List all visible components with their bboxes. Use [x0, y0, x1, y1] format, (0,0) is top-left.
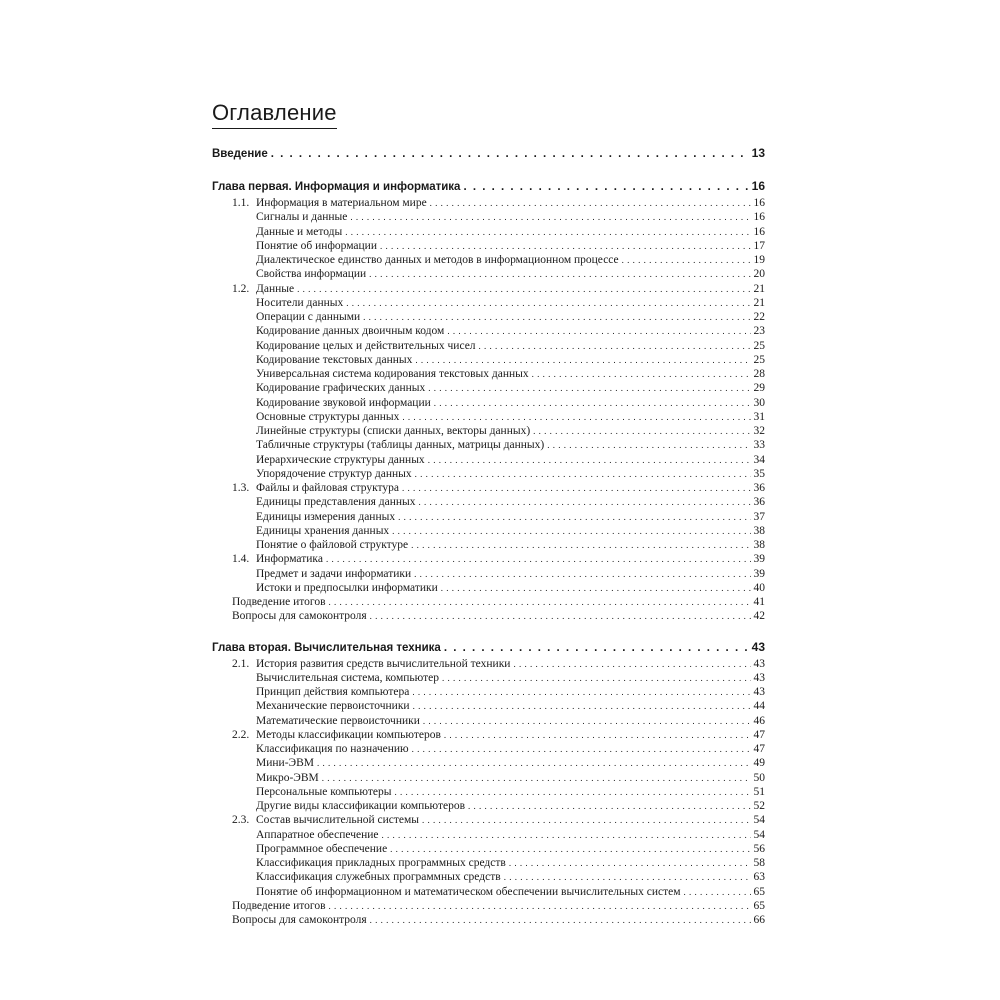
- toc-entry-label: Информация в материальном мире: [256, 197, 427, 209]
- dot-leader: [447, 324, 750, 338]
- toc-summary-entry[interactable]: [212, 609, 765, 623]
- toc-subsection[interactable]: [212, 828, 765, 842]
- toc-subsection[interactable]: [212, 410, 765, 424]
- toc-entry-label: Состав вычислительной системы: [256, 814, 420, 827]
- dot-leader: [468, 799, 750, 813]
- toc-subsection[interactable]: [212, 785, 765, 799]
- toc-page-number: 44: [753, 700, 765, 713]
- toc-subsection[interactable]: [212, 699, 765, 713]
- toc-entry-label: Истоки и предпосылки информатики: [256, 581, 438, 594]
- toc-page-number: 21: [753, 282, 765, 295]
- toc-section[interactable]: [212, 657, 765, 671]
- dot-leader: [463, 179, 748, 195]
- toc-page-number: 16: [751, 179, 765, 193]
- toc-page-number: 21: [753, 296, 765, 309]
- toc-section[interactable]: [212, 552, 765, 566]
- toc-entry-label: Мини-ЭВМ: [256, 757, 315, 770]
- toc-summary-entry[interactable]: [212, 913, 765, 927]
- toc-entry-label: Основные структуры данных: [256, 410, 400, 423]
- toc-page-number: 54: [753, 814, 765, 827]
- section-number: 1.3.: [232, 482, 250, 494]
- toc-subsection[interactable]: [212, 424, 765, 438]
- toc-page-number: 20: [753, 268, 765, 281]
- toc-entry-label: Носители данных: [256, 296, 344, 309]
- toc-entry-label: Классификация по назначению: [256, 743, 409, 755]
- toc-page-number: 25: [753, 339, 765, 352]
- dot-leader: [413, 699, 751, 713]
- toc-section[interactable]: [212, 813, 765, 827]
- toc-page-number: 30: [753, 396, 765, 409]
- section-number: 1.1.: [232, 197, 250, 209]
- chapter-1-entries: [212, 196, 765, 624]
- toc-page-number: 16: [753, 225, 765, 238]
- toc-page-number: 43: [753, 671, 765, 684]
- dot-leader: [390, 842, 750, 856]
- chapter-title: Глава первая. Информация и информатика: [212, 181, 461, 193]
- toc-page-number: 25: [753, 353, 765, 366]
- toc-entry-label: Единицы представления данных: [256, 496, 416, 509]
- toc-entry-label: Кодирование целых и действительных чисел: [256, 339, 476, 352]
- dot-leader: [370, 609, 751, 623]
- toc-subsection[interactable]: [212, 467, 765, 481]
- toc-entry-label: Кодирование графических данных: [256, 382, 426, 395]
- dot-leader: [444, 640, 749, 656]
- toc-entry-label: Единицы измерения данных: [256, 510, 396, 523]
- toc-subsection[interactable]: [212, 799, 765, 813]
- toc-entry-label: Универсальная система кодирования текстовых данных: [256, 368, 529, 380]
- toc-subsection[interactable]: [212, 296, 765, 310]
- toc-entry-label: Кодирование данных двоичным кодом: [256, 325, 445, 338]
- toc-subsection[interactable]: [212, 353, 765, 367]
- toc-page-number: 33: [753, 439, 765, 452]
- toc-page-number: 31: [753, 410, 765, 423]
- dot-leader: [317, 756, 750, 770]
- dot-leader: [513, 657, 750, 671]
- toc-entry-label: Понятие об информации: [256, 239, 377, 252]
- toc-page-number: 39: [753, 553, 765, 566]
- toc-section[interactable]: [212, 728, 765, 742]
- toc-page-number: 37: [753, 510, 765, 523]
- toc-page-number: 40: [753, 581, 765, 594]
- toc-page-number: 52: [753, 800, 765, 812]
- toc-entry-label: Данные: [256, 282, 295, 295]
- toc-entry-label: Кодирование звуковой информации: [256, 396, 431, 409]
- toc-entry-label: Информатика: [256, 553, 323, 566]
- dot-leader: [326, 552, 751, 566]
- toc-page-number: 13: [751, 146, 765, 160]
- toc-page-number: 38: [753, 524, 765, 537]
- toc-subsection[interactable]: [212, 253, 765, 267]
- dot-leader: [402, 481, 751, 495]
- toc-page-number: 35: [753, 467, 765, 480]
- toc-page-number: 56: [753, 842, 765, 855]
- dot-leader: [430, 196, 751, 210]
- dot-leader: [329, 899, 751, 913]
- toc-page-number: 29: [753, 382, 765, 395]
- toc-entry-label: Программное обеспечение: [256, 842, 388, 855]
- toc-entry-label: Другие виды классификации компьютеров: [256, 800, 466, 812]
- dot-leader: [428, 381, 750, 395]
- dot-leader: [479, 339, 751, 353]
- dot-leader: [684, 885, 751, 899]
- toc-page-number: 16: [753, 211, 765, 224]
- toc-page-number: 66: [753, 914, 765, 926]
- toc-page-number: 39: [753, 567, 765, 580]
- dot-leader: [398, 510, 750, 524]
- section-number: 1.4.: [232, 553, 250, 566]
- dot-leader: [419, 495, 751, 509]
- table-of-contents: [212, 145, 765, 927]
- dot-leader: [412, 685, 750, 699]
- toc-entry-label: Принцип действия компьютера: [256, 686, 410, 698]
- toc-entry-label: Микро-ЭВМ: [256, 771, 319, 784]
- toc-subsection[interactable]: [212, 714, 765, 728]
- dot-leader: [345, 225, 750, 239]
- dot-leader: [434, 396, 751, 410]
- toc-page-number: 43: [753, 686, 765, 698]
- toc-subsection[interactable]: [212, 510, 765, 524]
- section-number: 2.3.: [232, 814, 250, 827]
- toc-subsection[interactable]: [212, 381, 765, 395]
- toc-entry-label: Классификация прикладных программных средств: [256, 857, 506, 869]
- toc-entry-intro[interactable]: [212, 145, 765, 161]
- toc-subsection[interactable]: [212, 324, 765, 338]
- dot-leader: [329, 595, 751, 609]
- toc-entry-label: Свойства информации: [256, 268, 367, 281]
- dot-leader: [428, 453, 751, 467]
- toc-entry-label: Подведение итогов: [232, 596, 326, 608]
- toc-entry-label: Предмет и задачи информатики: [256, 567, 412, 580]
- toc-subsection[interactable]: [212, 671, 765, 685]
- dot-leader: [423, 714, 751, 728]
- toc-page-number: 63: [753, 871, 765, 884]
- toc-summary-entry[interactable]: [212, 899, 765, 913]
- toc-page-number: 65: [753, 899, 765, 912]
- toc-subsection[interactable]: [212, 239, 765, 253]
- toc-section[interactable]: [212, 282, 765, 296]
- section-number: 1.2.: [232, 282, 250, 295]
- toc-subsection[interactable]: [212, 453, 765, 467]
- toc-entry-label: Кодирование текстовых данных: [256, 353, 413, 366]
- dot-leader: [533, 424, 750, 438]
- dot-leader: [322, 771, 751, 785]
- toc-subsection[interactable]: [212, 524, 765, 538]
- toc-entry-label: Упорядочение структур данных: [256, 467, 412, 480]
- toc-subsection[interactable]: [212, 567, 765, 581]
- dot-leader: [369, 267, 750, 281]
- page-title: Оглавление: [212, 100, 337, 129]
- dot-leader: [402, 410, 750, 424]
- toc-entry-label: Иерархические структуры данных: [256, 453, 425, 466]
- toc-page-number: 28: [753, 368, 765, 380]
- toc-page-number: 58: [753, 857, 765, 869]
- toc-entry-label: Файлы и файловая структура: [256, 482, 399, 494]
- toc-page-number: 46: [753, 714, 765, 727]
- toc-entry-label: Операции с данными: [256, 311, 361, 323]
- section-number: 2.1.: [232, 657, 250, 670]
- toc-page-number: 32: [753, 425, 765, 437]
- toc-subsection[interactable]: [212, 210, 765, 224]
- toc-subsection[interactable]: [212, 339, 765, 353]
- toc-entry-label: Вопросы для самоконтроля: [232, 914, 367, 926]
- dot-leader: [392, 524, 750, 538]
- toc-page-number: 17: [753, 239, 765, 252]
- toc-page-number: 41: [753, 596, 765, 608]
- toc-subsection[interactable]: [212, 771, 765, 785]
- toc-page-number: 38: [753, 539, 765, 551]
- dot-leader: [415, 353, 750, 367]
- dot-leader: [444, 728, 751, 742]
- toc-entry-label: Единицы хранения данных: [256, 524, 390, 537]
- dot-leader: [297, 282, 750, 296]
- toc-page-number: 34: [753, 453, 765, 466]
- toc-subsection[interactable]: [212, 756, 765, 770]
- toc-chapter-2[interactable]: [212, 639, 765, 655]
- toc-page-number: 54: [753, 828, 765, 841]
- dot-leader: [442, 671, 751, 685]
- toc-page-number: 42: [753, 610, 765, 623]
- toc-section[interactable]: [212, 481, 765, 495]
- toc-entry-label: Понятие об информационном и математическом обеспечении вычислительных систем: [256, 885, 681, 898]
- toc-page-number: 65: [753, 885, 765, 898]
- toc-subsection[interactable]: [212, 538, 765, 552]
- toc-subsection[interactable]: [212, 267, 765, 281]
- dot-leader: [415, 467, 751, 481]
- toc-entry-label: Классификация служебных программных средств: [256, 871, 501, 884]
- toc-subsection[interactable]: [212, 367, 765, 381]
- dot-leader: [509, 856, 751, 870]
- dot-leader: [382, 828, 751, 842]
- toc-section[interactable]: [212, 196, 765, 210]
- dot-leader: [441, 581, 751, 595]
- toc-subsection[interactable]: [212, 310, 765, 324]
- toc-page-number: 51: [753, 785, 765, 798]
- dot-leader: [504, 870, 751, 884]
- toc-page-number: 36: [753, 496, 765, 509]
- dot-leader: [547, 438, 750, 452]
- dot-leader: [412, 742, 751, 756]
- toc-subsection[interactable]: [212, 742, 765, 756]
- toc-page-number: 49: [753, 757, 765, 770]
- toc-entry-label: Табличные структуры (таблицы данных, матрицы данных): [256, 439, 545, 452]
- toc-entry-label: Диалектическое единство данных и методов в информационном процессе: [256, 254, 619, 266]
- dot-leader: [370, 913, 751, 927]
- toc-page-number: 36: [753, 482, 765, 494]
- toc-page-number: 50: [753, 771, 765, 784]
- toc-subsection[interactable]: [212, 685, 765, 699]
- toc-entry-label: Линейные структуры (списки данных, векторы данных): [256, 425, 531, 437]
- chapter-title: Глава вторая. Вычислительная техника: [212, 641, 441, 654]
- toc-entry-label: Понятие о файловой структуре: [256, 539, 409, 551]
- toc-page-number: 22: [753, 311, 765, 323]
- toc-page-number: 43: [751, 639, 765, 654]
- toc-page-number: 16: [753, 197, 765, 209]
- toc-subsection[interactable]: [212, 856, 765, 870]
- toc-page-number: 43: [753, 657, 765, 670]
- toc-entry-label: Подведение итогов: [232, 899, 326, 912]
- dot-leader: [271, 146, 749, 162]
- toc-entry-label: Аппаратное обеспечение: [256, 828, 379, 841]
- toc-entry-label: Вопросы для самоконтроля: [232, 610, 367, 623]
- toc-subsection[interactable]: [212, 495, 765, 509]
- toc-page-number: 47: [753, 728, 765, 741]
- toc-page-number: 19: [753, 254, 765, 266]
- toc-entry-label: Математические первоисточники: [256, 714, 420, 727]
- toc-page-number: 23: [753, 325, 765, 338]
- toc-subsection[interactable]: [212, 581, 765, 595]
- toc-entry-label: Данные и методы: [256, 225, 343, 238]
- toc-entry-label: Персональные компьютеры: [256, 785, 392, 798]
- toc-entry-label: Введение: [212, 148, 268, 160]
- dot-leader: [350, 210, 750, 224]
- dot-leader: [411, 538, 750, 552]
- dot-leader: [380, 239, 751, 253]
- toc-summary-entry[interactable]: [212, 595, 765, 609]
- toc-chapter-1[interactable]: [212, 178, 765, 194]
- dot-leader: [346, 296, 750, 310]
- dot-leader: [414, 567, 750, 581]
- toc-entry-label: Механические первоисточники: [256, 700, 410, 713]
- toc-subsection[interactable]: [212, 870, 765, 884]
- toc-entry-label: История развития средств вычислительной техники: [256, 657, 511, 670]
- toc-subsection[interactable]: [212, 438, 765, 452]
- toc-entry-label: Вычислительная система, компьютер: [256, 671, 439, 684]
- chapter-2-entries: [212, 657, 765, 928]
- dot-leader: [394, 785, 750, 799]
- toc-subsection[interactable]: [212, 396, 765, 410]
- toc-entry-label: Сигналы и данные: [256, 211, 348, 224]
- toc-entry-label: Методы классификации компьютеров: [256, 728, 441, 741]
- toc-subsection[interactable]: [212, 842, 765, 856]
- toc-page-number: 47: [753, 743, 765, 755]
- dot-leader: [363, 310, 750, 324]
- section-number: 2.2.: [232, 728, 250, 741]
- dot-leader: [422, 813, 750, 827]
- toc-subsection[interactable]: [212, 885, 765, 899]
- toc-subsection[interactable]: [212, 225, 765, 239]
- dot-leader: [532, 367, 751, 381]
- dot-leader: [622, 253, 751, 267]
